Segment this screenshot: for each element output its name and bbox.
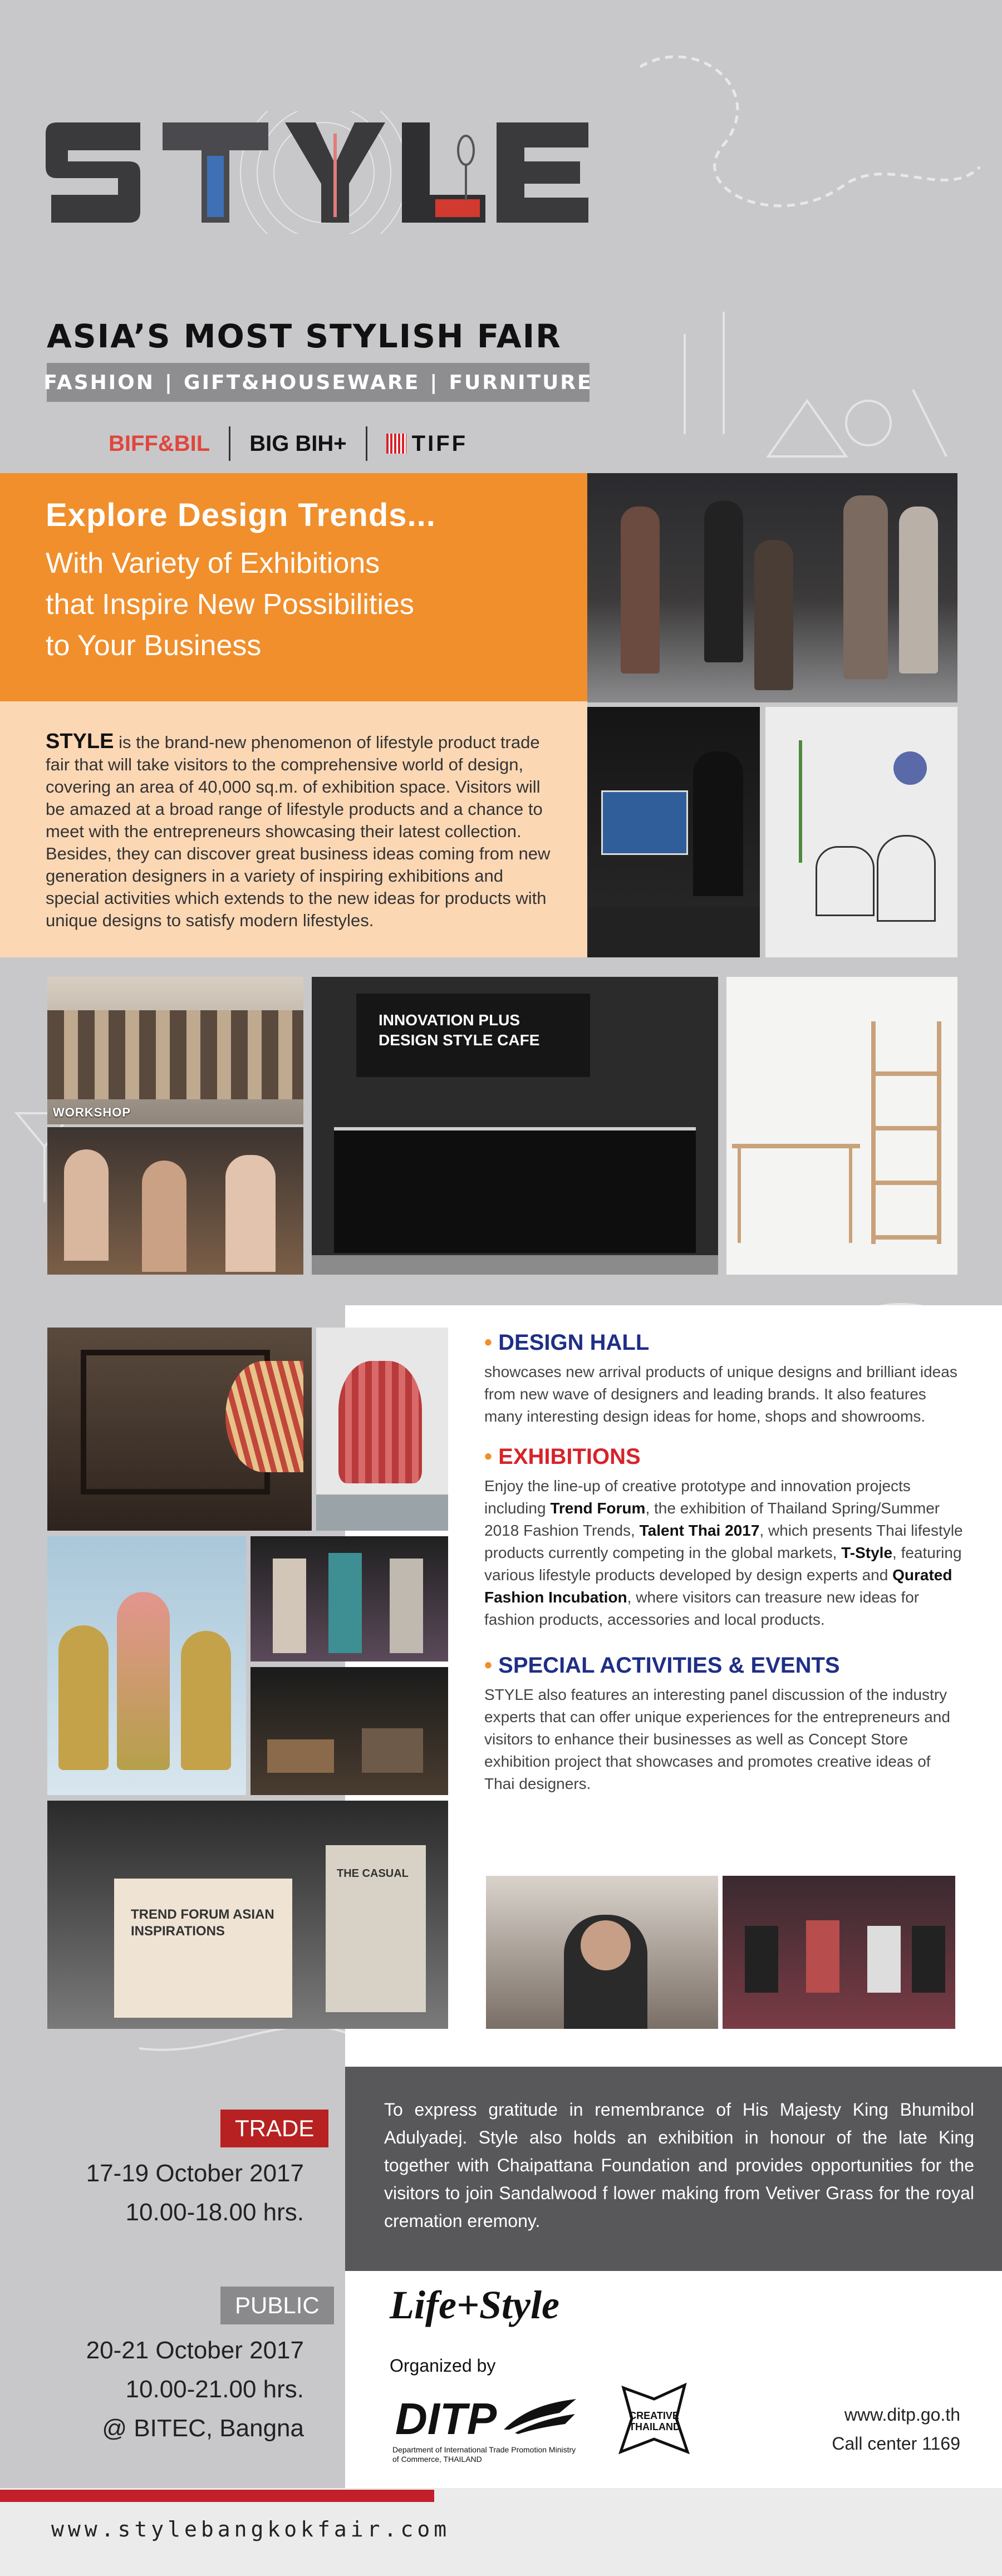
casual-caption: THE CASUAL [337,1867,409,1880]
panel-discussion-photo [723,1876,955,2029]
footer-red-bar [0,2490,434,2502]
exhibitions-title: EXHIBITIONS [498,1444,641,1469]
tiff-icon [386,434,406,454]
design-hall-title: DESIGN HALL [498,1330,650,1355]
hero-line-2: that Inspire New Possibilities [46,588,414,621]
ditp-logo: DITP [395,2394,497,2444]
ditp-website-link[interactable]: www.ditp.go.th [844,2405,960,2425]
furniture-booth-photo [250,1667,448,1795]
tribute-text: To express gratitude in remembrance of His Majesty King Bhumibol Adulyadej. Style also holds an exhibition in honour of the late King together with Chaipattana Foundation and provides opportunities for the visitors to join Sandalwood f lower making from Vetiver Grass for the royal cremation eremony. [384,2100,974,2231]
organized-by-label: Organized by [390,2356,496,2376]
big-bih-logo: BIG BIH+ [249,431,347,456]
category-fashion: FASHION [43,371,155,394]
speaker-photo [587,707,760,957]
panel-speaker-photo [486,1876,718,2029]
trade-badge: TRADE [220,2110,328,2147]
shelf-photo [726,977,957,1275]
special-activities-text: STYLE also features an interesting panel discussion of the industry experts that can offer unique experiences for the entrepreneurs and visitors to enhance their businesses as well as Concept Store exhibition project that showcases and promotes creative ideas of Thai designers. [484,1686,950,1792]
call-center: Call center 1169 [832,2434,960,2454]
contact-info [832,2400,960,2458]
hero-title: Explore Design Trends... [46,497,436,533]
crafts-photo [47,1127,303,1275]
ceramic-figures-photo [47,1536,246,1795]
workshop-caption: WORKSHOP [53,1105,131,1119]
fashion-booth-photo [250,1536,448,1661]
special-activities-section: • SPECIAL ACTIVITIES & EVENTS STYLE also features an interesting panel discussion of the industry experts that can offer unique experiences for the entrepreneurs and visitors to enhance their businesses as well as Concept Store exhibition project that showcases and promotes creative ideas of Thai designers. [484,1653,963,1795]
ditp-subtitle: Department of International Trade Promotion Ministry of Commerce, THAILAND [392,2445,576,2464]
public-time: 10.00-21.00 hrs. [125,2376,304,2403]
category-furniture: FURNITURE [449,371,593,394]
trade-date: 17-19 October 2017 [86,2160,304,2187]
hero-line-3: to Your Business [46,630,262,662]
exhibitions-text: Enjoy the line-up of creative prototype and innovation projects including Trend Forum, the exhibition of Thailand Spring/Summer 2018 Fashion Trends, Talent Thai 2017, which presents Thai lifestyle products currently competing in the global markets, T-Style, featuring various lifestyle products developed by design experts and Qurated Fashion Incubation, where visitors can treasure new ideas for fashion products, accessories and local products. [484,1477,963,1628]
tiff-logo: TIFF [411,431,468,456]
trend-caption: TREND FORUM ASIAN INSPIRATIONS [131,1907,274,1939]
intro-body: is the brand-new phenomenon of lifestyle product trade fair that will take visitors to the comprehensive world of design, covering an area of 40,000 sq.m. of exhibition space. Visitors will be amazed at a broad range of lifestyle products and a chance to meet with the entrepreneurs showcasing their latest collection. Besides, they can discover great business ideas coming from new generation designers in a variety of inspiring exhibitions and special activities which extends to the new ideas for products with unique designs to satisfy modern lifestyles. [46,733,551,930]
venue: @ BITEC, Bangna [102,2415,304,2442]
divider [229,426,230,461]
special-activities-title: SPECIAL ACTIVITIES & EVENTS [498,1653,840,1678]
partner-logos [109,424,468,463]
hero-banner [0,473,587,701]
cafe-caption: INNOVATION PLUS DESIGN STYLE CAFE [379,1011,540,1049]
lifestyle-logo: Life+Style [390,2283,559,2327]
design-hall-section: • DESIGN HALL showcases new arrival products of unique designs and brilliant ideas from new wave of designers and leading brands. It also features many interesting design ideas for home, shops and showrooms. [484,1330,963,1428]
intro-panel [0,701,587,957]
intro-brand: STYLE [46,730,114,753]
website-link[interactable]: www.stylebangkokfair.com [51,2517,451,2541]
public-date: 20-21 October 2017 [86,2337,304,2364]
divider [366,426,367,461]
workshop-photo [47,977,303,1124]
trend-forum-photo [47,1801,448,2029]
design-cafe-photo [312,977,718,1275]
vase-photo [765,707,957,957]
loom-photo [47,1328,312,1531]
textile-photo [316,1328,448,1531]
tribute-band [345,2067,1002,2271]
category-bar: FASHION | GIFT&HOUSEWARE | FURNITURE [47,363,590,402]
tagline: ASIA’S MOST STYLISH FAIR [47,317,562,355]
ditp-wing-icon [504,2396,576,2435]
category-gift-houseware: GIFT&HOUSEWARE [184,371,420,394]
exhibitions-section: • EXHIBITIONS Enjoy the line-up of creative prototype and innovation projects including Trend Forum, the exhibition of Thailand Spring/Summer 2018 Fashion Trends, Talent Thai 2017, which presents Thai lifestyle products currently competing in the global markets, T-Style, featuring various lifestyle products developed by design experts and Qurated Fashion Incubation, where visitors can treasure new ideas for fashion products, accessories and local products. [484,1444,963,1631]
intro-text [46,730,558,932]
trade-time: 10.00-18.00 hrs. [125,2199,304,2226]
hero-line-1: With Variety of Exhibitions [46,547,380,579]
style-logo [46,111,597,234]
design-hall-text: showcases new arrival products of unique designs and brilliant ideas from new wave of designers and leading brands. It also features many interesting design ideas for home, shops and showrooms. [484,1363,957,1425]
biff-bil-logo: BIFF&BIL [109,431,210,456]
runway-photo [587,473,957,702]
public-badge: PUBLIC [220,2287,334,2324]
creative-thailand-text: CREATIVE THAILAND [629,2410,680,2432]
